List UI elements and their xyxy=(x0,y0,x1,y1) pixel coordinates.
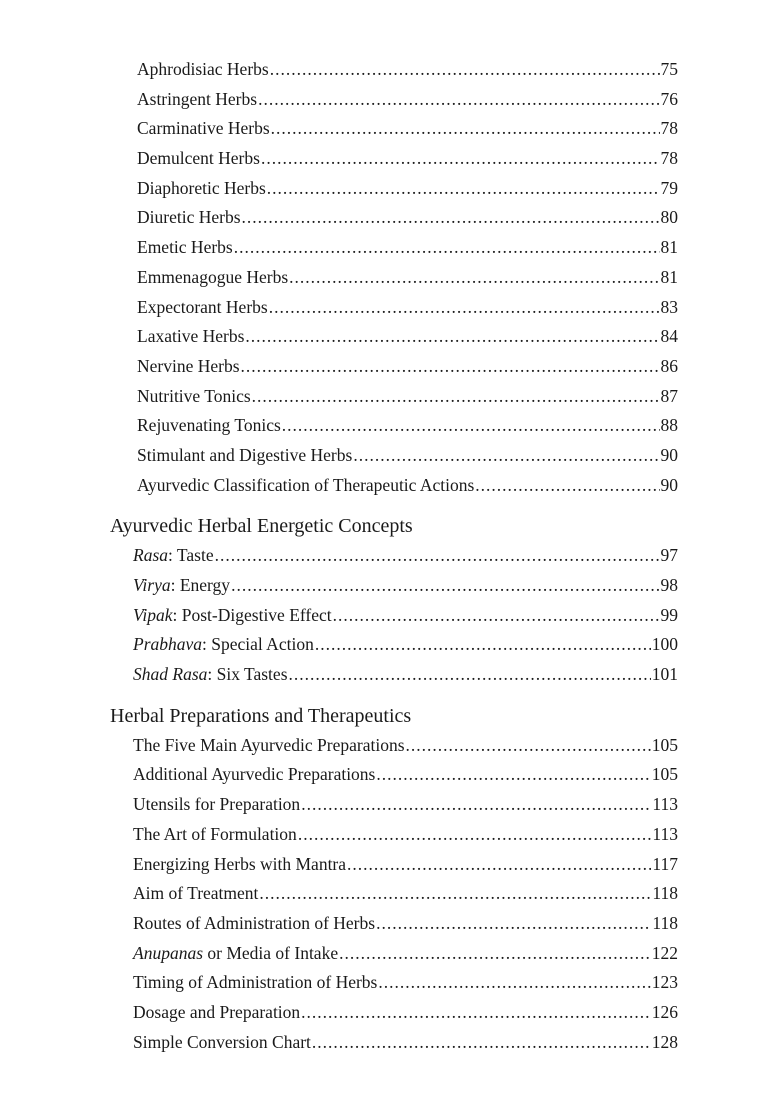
entry-title xyxy=(137,471,475,501)
entry-title xyxy=(133,601,333,631)
entry-page-number: 88 xyxy=(660,415,678,436)
dot-leader xyxy=(245,322,659,352)
toc-entry xyxy=(133,1028,678,1058)
toc-entry xyxy=(133,998,678,1028)
toc-entry xyxy=(137,144,678,174)
entry-title xyxy=(133,850,347,880)
dot-leader xyxy=(215,541,660,571)
dot-leader xyxy=(315,630,651,660)
entry-title-text: Carminative Herbs xyxy=(137,118,270,139)
entry-title xyxy=(133,879,259,909)
entry-page-number: 87 xyxy=(660,385,678,406)
dot-leader xyxy=(269,293,660,323)
entry-title-text: : Six Tastes xyxy=(207,664,288,685)
entry-page-number: 79 xyxy=(660,177,678,198)
toc-entry xyxy=(133,760,678,790)
toc-entry xyxy=(137,263,678,293)
entry-title-text: Stimulant and Digestive Herbs xyxy=(137,444,353,465)
entry-page-number: 90 xyxy=(660,474,678,495)
entry-title-italic: Rasa xyxy=(133,545,168,566)
entry-title-text: : Energy xyxy=(170,575,231,595)
dot-leader xyxy=(270,55,660,85)
entry-page-number: 78 xyxy=(660,118,678,139)
toc-entry xyxy=(133,790,678,820)
entry-title xyxy=(137,263,289,293)
entry-title xyxy=(137,441,353,471)
dot-leader xyxy=(258,85,659,115)
entry-page-number: 90 xyxy=(660,444,678,465)
entry-title-text: Timing of Administration of Herbs xyxy=(133,972,378,993)
entry-title-text: Emetic Herbs xyxy=(137,237,233,258)
entry-title-text: Laxative Herbs xyxy=(137,326,245,347)
dot-leader xyxy=(312,1028,651,1058)
toc-entry xyxy=(137,114,678,144)
entry-title xyxy=(133,1028,312,1058)
entry-title-text: Demulcent Herbs xyxy=(137,148,260,169)
entry-title xyxy=(133,939,339,969)
entry-page-number: 84 xyxy=(660,326,678,347)
dot-leader xyxy=(406,731,651,761)
entry-page-number: 78 xyxy=(660,148,678,169)
entry-title-text: Dosage and Preparation xyxy=(133,1001,301,1022)
entry-page-number: 101 xyxy=(651,664,678,685)
entry-title xyxy=(133,571,231,601)
section-heading: Ayurvedic Herbal Energetic Concepts xyxy=(110,515,413,538)
entry-title-text: : Post-Digestive Effect xyxy=(172,604,332,625)
entry-title xyxy=(137,114,271,144)
entry-title xyxy=(137,352,241,382)
dot-leader xyxy=(261,144,660,174)
entry-title-italic: Prabhava xyxy=(133,634,203,655)
entry-title xyxy=(133,660,289,690)
entry-page-number: 97 xyxy=(660,545,678,566)
entry-page-number: 122 xyxy=(651,942,678,963)
entry-title-text: The Art of Formulation xyxy=(133,823,297,844)
entry-title xyxy=(133,790,301,820)
entry-page-number: 126 xyxy=(651,1001,678,1022)
toc-section xyxy=(0,701,780,1058)
entry-page-number: 81 xyxy=(660,237,678,258)
toc-entry xyxy=(137,203,678,233)
entry-title-italic: Vipak xyxy=(133,604,173,625)
entry-title-text: Aphrodisiac Herbs xyxy=(137,59,269,79)
toc-entry xyxy=(133,571,678,601)
entry-title-text: Energizing Herbs with Mantra xyxy=(133,853,347,874)
entry-title-italic: Shad Rasa xyxy=(133,664,208,685)
dot-leader xyxy=(231,571,659,601)
entry-title xyxy=(133,760,376,790)
entry-title xyxy=(133,541,215,571)
dot-leader xyxy=(267,174,660,204)
entry-title xyxy=(137,322,245,352)
entry-title xyxy=(137,233,234,263)
entry-title-text: Nervine Herbs xyxy=(137,355,240,376)
entry-title-text: Ayurvedic Classification of Therapeutic Actions xyxy=(137,474,475,495)
entry-title-italic: Virya xyxy=(133,575,171,595)
entry-page-number: 117 xyxy=(652,853,678,874)
dot-leader xyxy=(376,909,651,939)
dot-leader xyxy=(298,820,652,850)
entry-title-text: Additional Ayurvedic Preparations xyxy=(133,764,376,785)
entry-title-text: Expectorant Herbs xyxy=(137,296,268,317)
entry-title xyxy=(137,144,261,174)
dot-leader xyxy=(289,263,659,293)
entry-title-text: Diuretic Herbs xyxy=(137,207,241,228)
entry-page-number: 75 xyxy=(660,59,678,79)
toc-entry xyxy=(137,441,678,471)
section-heading: Herbal Preparations and Therapeutics xyxy=(110,704,412,727)
entry-title xyxy=(133,909,376,939)
dot-leader xyxy=(301,790,651,820)
dot-leader xyxy=(301,998,651,1028)
toc-entry xyxy=(137,382,678,412)
entry-title-italic: Anupanas xyxy=(133,942,203,963)
entry-page-number: 128 xyxy=(651,1031,678,1052)
entry-title xyxy=(137,411,282,441)
toc-entry xyxy=(133,939,678,969)
dot-leader xyxy=(347,850,651,880)
entry-page-number: 80 xyxy=(660,207,678,228)
entry-title xyxy=(133,998,301,1028)
dot-leader xyxy=(241,352,660,382)
dot-leader xyxy=(234,233,660,263)
toc-entry xyxy=(137,322,678,352)
entry-page-number: 118 xyxy=(652,912,678,933)
dot-leader xyxy=(353,441,659,471)
entry-page-number: 105 xyxy=(651,734,678,755)
entry-page-number: 83 xyxy=(660,296,678,317)
toc-entry xyxy=(137,55,678,85)
dot-leader xyxy=(259,879,651,909)
toc-entry xyxy=(133,660,678,690)
toc-entry xyxy=(133,909,678,939)
dot-leader xyxy=(376,760,650,790)
toc-entry xyxy=(137,85,678,115)
entry-title-text: Astringent Herbs xyxy=(137,88,258,109)
entry-page-number: 99 xyxy=(660,604,678,625)
dot-leader xyxy=(282,411,660,441)
toc-entry xyxy=(137,411,678,441)
entry-title-text: Routes of Administration of Herbs xyxy=(133,912,376,933)
toc-entry xyxy=(133,630,678,660)
entry-title-text: Simple Conversion Chart xyxy=(133,1031,311,1052)
toc-entry xyxy=(133,731,678,761)
dot-leader xyxy=(289,660,651,690)
toc-entry xyxy=(133,541,678,571)
entry-title xyxy=(137,293,269,323)
entry-title xyxy=(133,968,378,998)
toc-entry xyxy=(137,471,678,501)
dot-leader xyxy=(252,382,660,412)
dot-leader xyxy=(475,471,659,501)
toc-entry xyxy=(133,968,678,998)
dot-leader xyxy=(333,601,660,631)
entry-title-text: : Taste xyxy=(168,545,214,566)
entry-title xyxy=(137,85,258,115)
toc-entry xyxy=(137,352,678,382)
entry-title-text: Emmenagogue Herbs xyxy=(137,266,289,287)
entry-title-text: or Media of Intake xyxy=(203,942,339,963)
dot-leader xyxy=(242,203,660,233)
entry-title xyxy=(133,820,298,850)
toc-entry xyxy=(133,879,678,909)
toc-entry xyxy=(137,233,678,263)
toc-entry xyxy=(137,174,678,204)
entry-page-number: 113 xyxy=(652,794,678,815)
entry-page-number: 100 xyxy=(651,634,678,655)
entry-title xyxy=(137,203,242,233)
entry-title-text: Diaphoretic Herbs xyxy=(137,177,266,198)
toc-entry xyxy=(133,601,678,631)
entry-title-text: : Special Action xyxy=(202,634,314,655)
dot-leader xyxy=(378,968,650,998)
entry-page-number: 118 xyxy=(652,883,678,904)
toc-entry xyxy=(133,820,678,850)
entry-page-number: 98 xyxy=(660,575,678,595)
entry-title-text: Nutritive Tonics xyxy=(137,385,251,406)
entry-title-text: The Five Main Ayurvedic Preparations xyxy=(133,734,405,755)
entry-page-number: 113 xyxy=(652,823,678,844)
table-of-contents xyxy=(0,55,780,1057)
dot-leader xyxy=(339,939,651,969)
toc-entry xyxy=(133,850,678,880)
entry-page-number: 123 xyxy=(651,972,678,993)
entry-page-number: 81 xyxy=(660,266,678,287)
entry-title-text: Utensils for Preparation xyxy=(133,794,301,815)
dot-leader xyxy=(271,114,660,144)
entry-title xyxy=(133,731,406,761)
entry-page-number: 76 xyxy=(660,88,678,109)
toc-section xyxy=(0,511,780,689)
entry-title-text: Rejuvenating Tonics xyxy=(137,415,281,436)
toc-entry xyxy=(137,293,678,323)
entry-title xyxy=(137,55,270,85)
entry-title xyxy=(137,382,252,412)
entry-page-number: 86 xyxy=(660,355,678,376)
entry-title-text: Aim of Treatment xyxy=(133,883,259,904)
entry-title xyxy=(133,630,315,660)
toc-section xyxy=(0,55,780,500)
entry-page-number: 105 xyxy=(651,764,678,785)
entry-title xyxy=(137,174,267,204)
